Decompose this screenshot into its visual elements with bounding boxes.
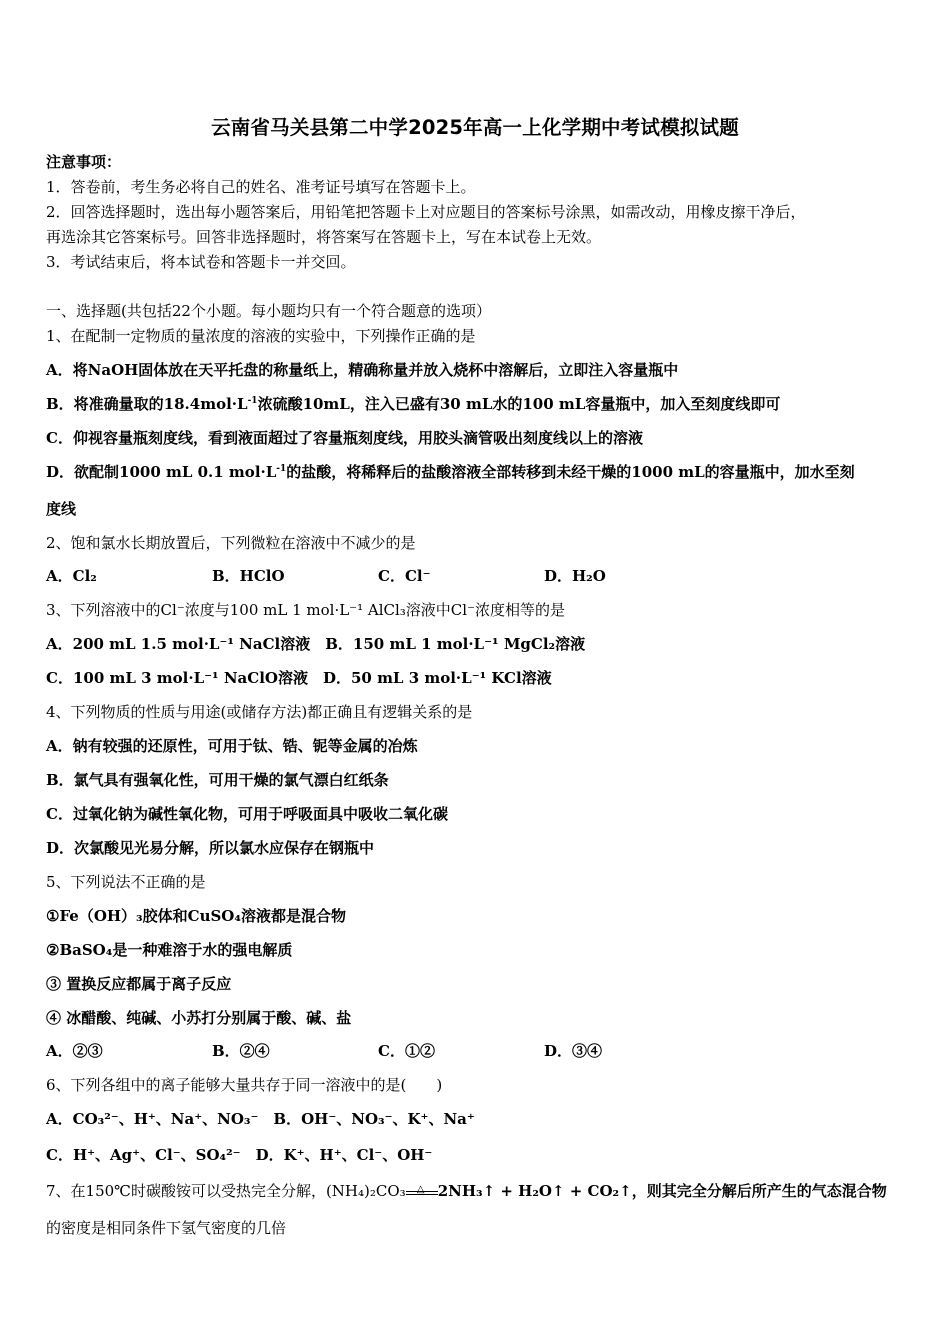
section-heading: 一、选择题(共包括22个小题。每小题均只有一个符合题意的选项） <box>46 302 491 320</box>
option-text: B．将准确量取的18.4mol·L <box>46 395 248 413</box>
equilibrium-sign-icon <box>406 1186 438 1198</box>
question-1-stem: 1、在配制一定物质的量浓度的溶液的实验中，下列操作正确的是 <box>46 327 476 345</box>
stem-text: 7、在150℃时碳酸铵可以受热完全分解，(NH₄)₂CO₃ <box>46 1182 406 1200</box>
notice-item: 再选涂其它答案标号。回答非选择题时，将答案写在答题卡上，写在本试卷上无效。 <box>46 228 602 246</box>
question-3-options-ab: A．200 mL 1.5 mol·L⁻¹ NaCl溶液 B．150 mL 1 mol·L⁻¹ MgCl₂溶液 <box>46 635 586 653</box>
option-c: C．①② <box>378 1042 435 1060</box>
question-3-stem: 3、下列溶液中的Cl⁻浓度与100 mL 1 mol·L⁻¹ AlCl₃溶液中Cl⁻浓度相等的是 <box>46 601 565 619</box>
question-6-options-ab: A．CO₃²⁻、H⁺、Na⁺、NO₃⁻ B．OH⁻、NO₃⁻、K⁺、Na⁺ <box>46 1110 475 1128</box>
notice-heading: 注意事项： <box>46 153 122 171</box>
question-1-option-d <box>46 462 855 482</box>
question-5-stem: 5、下列说法不正确的是 <box>46 873 206 891</box>
question-2-stem: 2、饱和氯水长期放置后，下列微粒在溶液中不减少的是 <box>46 534 416 552</box>
heat-condition: △ <box>416 1184 425 1195</box>
question-2-options <box>46 566 606 586</box>
question-5-statement-1: ①Fe（OH）₃胶体和CuSO₄溶液都是混合物 <box>46 907 346 925</box>
question-4-stem: 4、下列物质的性质与用途(或储存方法)都正确且有逻辑关系的是 <box>46 703 473 721</box>
option-d: D．③④ <box>544 1042 603 1060</box>
question-4-option-a: A．钠有较强的还原性，可用于钛、锆、铌等金属的冶炼 <box>46 737 418 755</box>
option-b: B．②④ <box>212 1042 270 1060</box>
notice-item: 2．回答选择题时，选出每小题答案后，用铅笔把答题卡上对应题目的答案标号涂黑，如需改动，用橡皮擦干净后， <box>46 203 806 221</box>
option-c: C．Cl⁻ <box>378 567 431 585</box>
question-1-option-d-cont: 度线 <box>46 500 77 518</box>
notice-item: 1．答卷前，考生务必将自己的姓名、准考证号填写在答题卡上。 <box>46 178 476 196</box>
question-1-option-a: A．将NaOH固体放在天平托盘的称量纸上，精确称量并放入烧杯中溶解后，立即注入容量瓶中 <box>46 361 679 379</box>
option-d: D．H₂O <box>544 567 606 585</box>
option-a: A．②③ <box>46 1042 103 1060</box>
question-7-stem <box>46 1181 887 1201</box>
notice-item: 3．考试结束后，将本试卷和答题卡一并交回。 <box>46 253 356 271</box>
option-a: A．Cl₂ <box>46 567 97 585</box>
question-7-stem-cont: 的密度是相同条件下氢气密度的几倍 <box>46 1219 287 1237</box>
question-5-statement-4: ④ 冰醋酸、纯碱、小苏打分别属于酸、碱、盐 <box>46 1009 352 1027</box>
option-b: B．HClO <box>212 567 285 585</box>
option-text: D．欲配制1000 mL 0.1 mol·L <box>46 463 277 481</box>
question-1-option-c: C．仰视容量瓶刻度线，看到液面超过了容量瓶刻度线，用胶头滴管吸出刻度线以上的溶液 <box>46 429 643 447</box>
question-4-option-c: C．过氧化钠为碱性氧化物，可用于呼吸面具中吸收二氧化碳 <box>46 805 448 823</box>
question-5-statement-3: ③ 置换反应都属于离子反应 <box>46 975 232 993</box>
stem-text: 2NH₃↑ + H₂O↑ + CO₂↑，则其完全分解后所产生的气态混合物 <box>437 1182 887 1200</box>
superscript: -1 <box>276 464 287 474</box>
question-4-option-b: B．氯气具有强氧化性，可用干燥的氯气漂白红纸条 <box>46 771 389 789</box>
question-5-options <box>46 1041 602 1061</box>
option-text: 的盐酸，将稀释后的盐酸溶液全部转移到未经干燥的1000 mL的容量瓶中，加水至刻 <box>286 463 855 481</box>
question-3-options-cd: C．100 mL 3 mol·L⁻¹ NaClO溶液 D．50 mL 3 mol·L⁻¹ KCl溶液 <box>46 669 552 687</box>
question-1-option-b <box>46 394 780 414</box>
question-5-statement-2: ②BaSO₄是一种难溶于水的强电解质 <box>46 941 293 959</box>
question-6-stem: 6、下列各组中的离子能够大量共存于同一溶液中的是( ) <box>46 1076 443 1094</box>
superscript: -1 <box>247 396 258 406</box>
question-4-option-d: D．次氯酸见光易分解，所以氯水应保存在钢瓶中 <box>46 839 375 857</box>
option-text: 浓硫酸10mL，注入已盛有30 mL水的100 mL容量瓶中，加入至刻度线即可 <box>257 395 781 413</box>
question-6-options-cd: C．H⁺、Ag⁺、Cl⁻、SO₄²⁻ D．K⁺、H⁺、Cl⁻、OH⁻ <box>46 1146 433 1164</box>
page-title: 云南省马关县第二中学2025年高一上化学期中考试模拟试题 <box>211 116 739 139</box>
